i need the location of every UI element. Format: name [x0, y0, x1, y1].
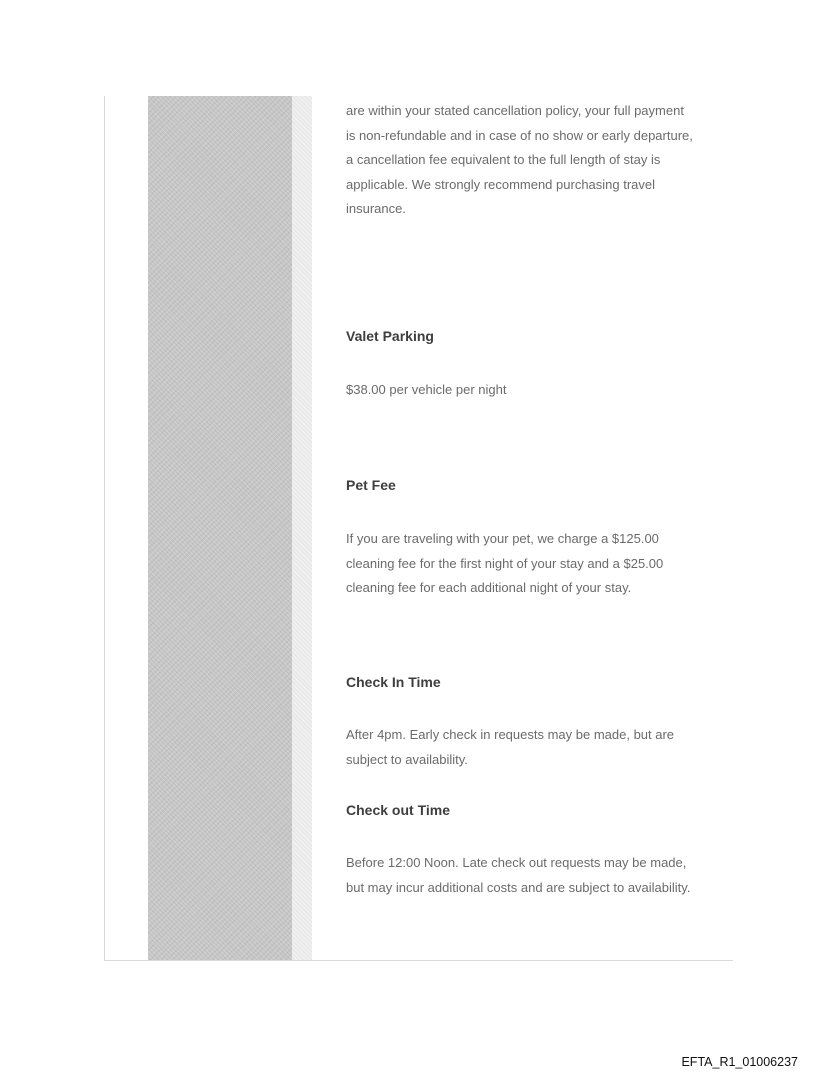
side-texture-band: [148, 96, 292, 960]
check-out-text: Before 12:00 Noon. Late check out requests may be made, but may incur additional costs and are subject to availability.: [346, 855, 691, 895]
pet-fee-text: If you are traveling with your pet, we charge a $125.00 cleaning fee for the first night of your stay and a $25.00 cleaning fee for each additional night of your stay.: [346, 531, 664, 595]
pet-fee-heading: Pet Fee: [346, 477, 396, 493]
valet-parking-heading: Valet Parking: [346, 328, 434, 344]
cancellation-paragraph: are within your stated cancellation policy, your full payment is non-refundable and in case of no show or early departure, a cancellation fee equivalent to the full length of stay is applicable. We strongly recommend purchasing travel insurance.: [346, 103, 693, 216]
valet-parking-text: $38.00 per vehicle per night: [346, 382, 507, 397]
document-id: EFTA_R1_01006237: [681, 1055, 798, 1069]
check-in-text: After 4pm. Early check in requests may be made, but are subject to availability.: [346, 727, 675, 767]
check-in-heading: Check In Time: [346, 674, 441, 690]
check-out-heading: Check out Time: [346, 802, 450, 818]
side-texture-edge: [292, 96, 312, 960]
